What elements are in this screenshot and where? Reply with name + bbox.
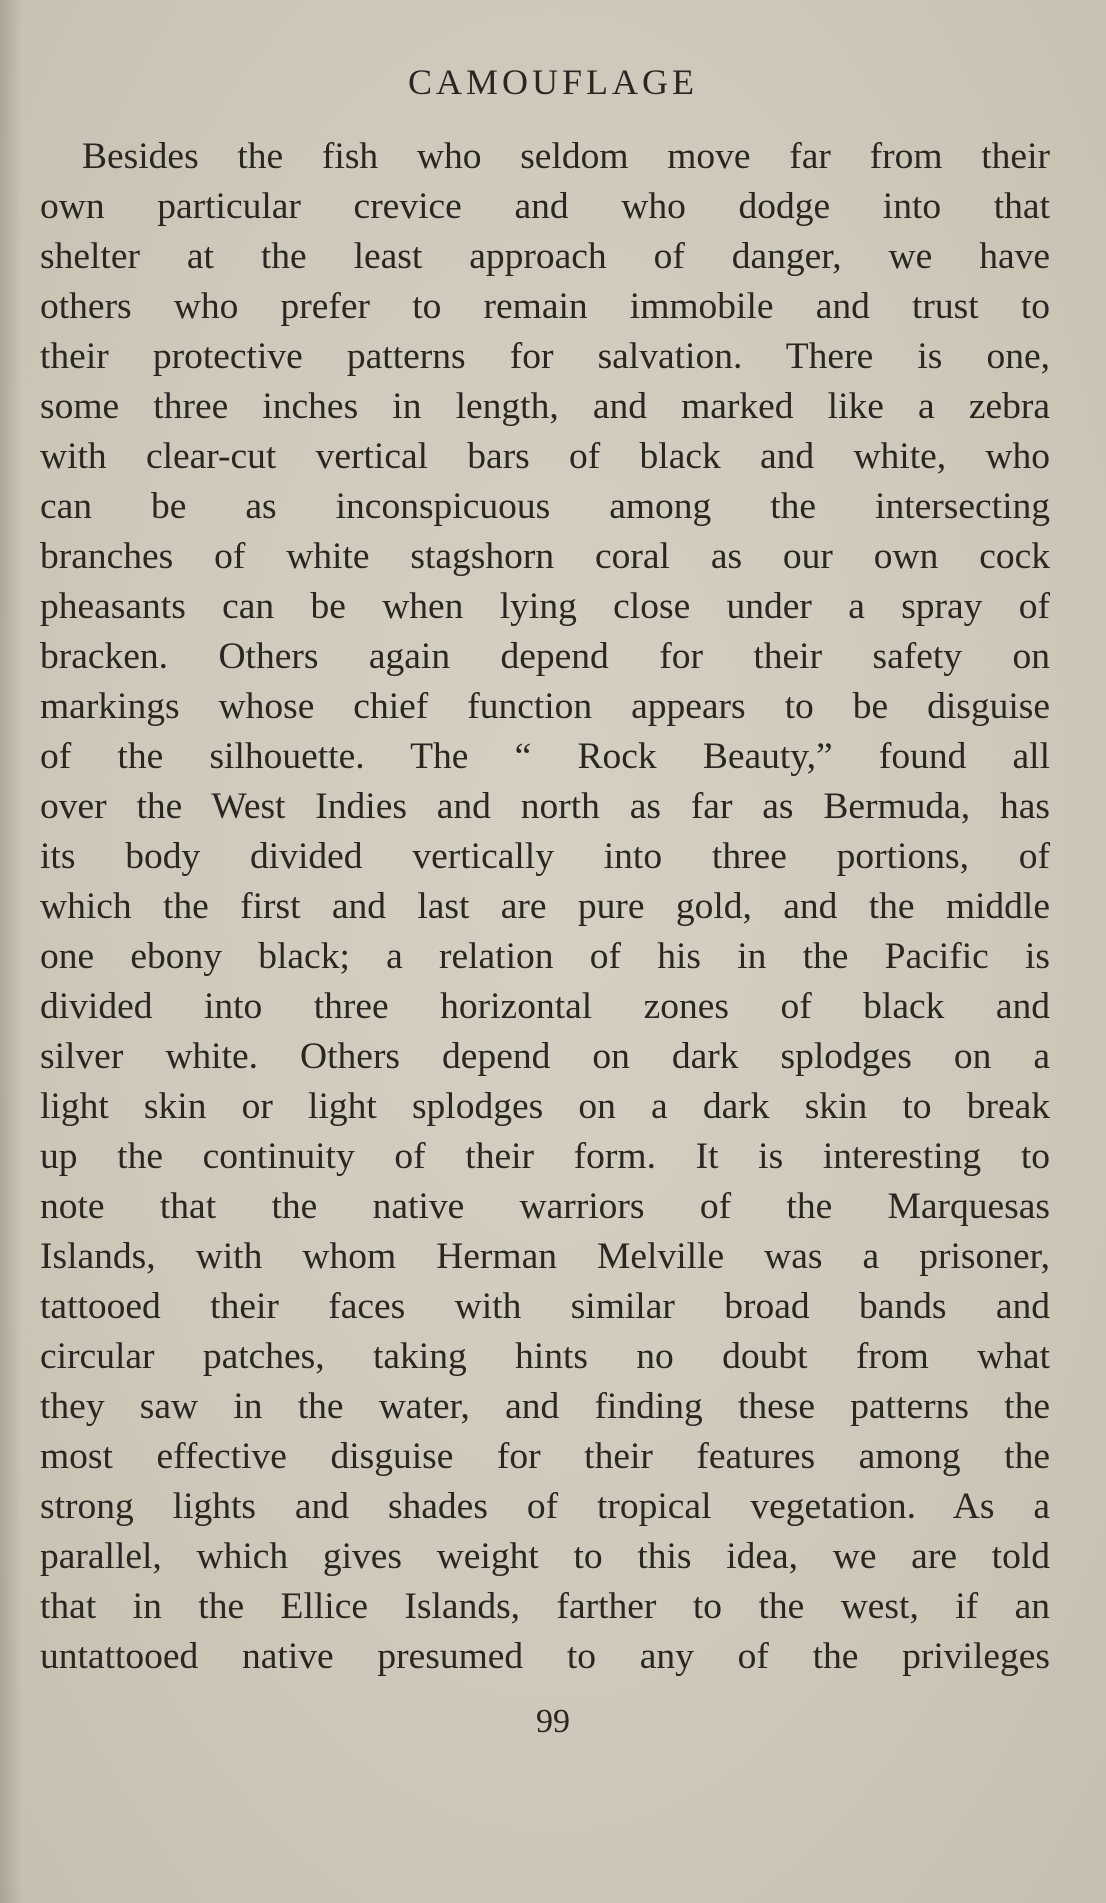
text-line: over the West Indies and north as far as Bermuda, has [40,786,1050,827]
text-line: some three inches in length, and marked like a zebra [40,386,1050,427]
text-line: note that the native warriors of the Marquesas [40,1186,1050,1227]
text-line: up the continuity of their form. It is interesting to [40,1136,1050,1177]
text-line: its body divided vertically into three portions, of [40,836,1050,877]
text-line: Islands, with whom Herman Melville was a prisoner, [40,1236,1050,1277]
text-line: with clear-cut vertical bars of black and white, who [40,436,1050,477]
text-line: strong lights and shades of tropical vegetation. As a [40,1486,1050,1527]
text-line: others who prefer to remain immobile and trust to [40,286,1050,327]
text-line: parallel, which gives weight to this idea, we are told [40,1536,1050,1577]
text-line: they saw in the water, and finding these patterns the [40,1386,1050,1427]
text-line: which the first and last are pure gold, and the middle [40,886,1050,927]
text-line: light skin or light splodges on a dark skin to break [40,1086,1050,1127]
text-line: branches of white stagshorn coral as our own cock [40,536,1050,577]
text-line: circular patches, taking hints no doubt from what [40,1336,1050,1377]
text-line: of the silhouette. The “ Rock Beauty,” found all [40,736,1050,777]
text-line: markings whose chief function appears to be disguise [40,686,1050,727]
text-line: silver white. Others depend on dark splodges on a [40,1036,1050,1077]
page-number: 99 [536,1703,570,1740]
text-line: one ebony black; a relation of his in the Pacific is [40,936,1050,977]
text-line: shelter at the least approach of danger, we have [40,236,1050,277]
text-line: most effective disguise for their features among the [40,1436,1050,1477]
text-line: untattooed native presumed to any of the privileges [40,1636,1050,1677]
running-head: CAMOUFLAGE [407,62,698,102]
text-line: divided into three horizontal zones of black and [40,986,1050,1027]
text-line: own particular crevice and who dodge into that [40,186,1050,227]
text-line: that in the Ellice Islands, farther to the west, if an [40,1586,1050,1627]
text-line: can be as inconspicuous among the intersecting [40,486,1050,527]
text-line: their protective patterns for salvation. There is one, [40,336,1050,377]
text-line: pheasants can be when lying close under a spray of [40,586,1050,627]
page-edge-shadow [0,0,22,1903]
text-line: bracken. Others again depend for their safety on [40,636,1050,677]
text-line: tattooed their faces with similar broad bands and [40,1286,1050,1327]
body-text [40,132,1050,1682]
text-line: Besides the fish who seldom move far from their [82,136,1050,177]
